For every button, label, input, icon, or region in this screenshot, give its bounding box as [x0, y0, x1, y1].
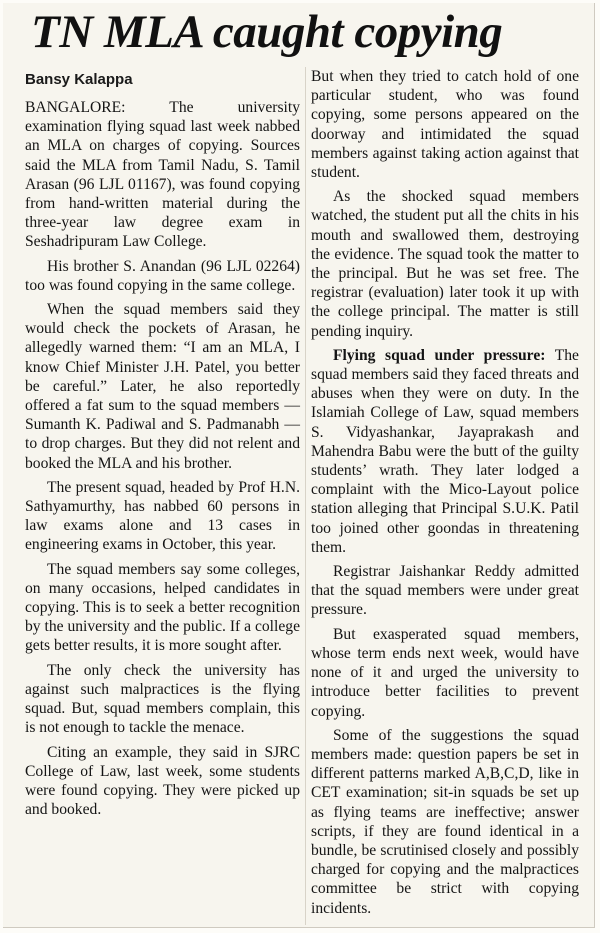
- dateline: BANGALORE:: [25, 99, 126, 116]
- headline: TN MLA caught copying: [31, 6, 503, 58]
- paragraph: Citing an example, they said in SJRC College of Law, last week, some students were found copying. They were picked up and booked.: [25, 743, 300, 819]
- left-column: [25, 98, 300, 824]
- newspaper-clipping: [3, 3, 595, 928]
- paragraph: When the squad members said they would check the pockets of Arasan, he allegedly warned them: “I am an MLA, I know Chief Minister J.H. Patel, you better be careful.” Later, he also reportedly offered a fat sum to the squad members — Sumanth K. Padiwal and S. Padmanabh — to drop charges. But they did not relent and booked the MLA and his brother.: [25, 301, 300, 472]
- paragraph: [25, 98, 300, 252]
- paragraph: But exasperated squad members, whose term ends next week, would have none of it and urged the university to introduce better facilities to prevent copying.: [311, 625, 579, 720]
- paragraph: Some of the suggestions the squad members made: question papers be set in different patterns marked A,B,C,D, like in CET examination; sit-in squads be set up as flying teams are ineffective; answer scripts, if they are found identical in a bundle, be scrutinised closely and possibly charged for copying and the malpractices committee be strict with copying incidents.: [311, 726, 579, 917]
- paragraph: As the shocked squad members watched, the student put all the chits in his mouth and swallowed them, destroying the evidence. The squad took the matter to the principal. But he was set free. The registrar (evaluation) later took it up with the college principal. The matter is still pending inquiry.: [311, 188, 579, 340]
- subheading: Flying squad under pressure:: [333, 346, 546, 364]
- byline: Bansy Kalappa: [25, 71, 133, 88]
- paragraph: The only check the university has against such malpractices is the flying squad. But, squad members complain, this is not enough to tackle the menace.: [25, 661, 300, 737]
- paragraph: The present squad, headed by Prof H.N. Sathyamurthy, has nabbed 60 persons in law exams alone and 13 cases in engineering exams in October, this year.: [25, 478, 300, 554]
- paragraph: The squad members say some colleges, on many occasions, helped candidates in copying. This is to seek a better recognition by the university and the public. If a college gets better results, it is more sought after.: [25, 560, 300, 655]
- right-column: [311, 67, 579, 923]
- column-divider: [305, 67, 306, 925]
- paragraph: But when they tried to catch hold of one particular student, who was found copying, some persons appeared on the doorway and intimidated the squad members against taking action against that student.: [311, 68, 579, 182]
- paragraph-text: The university examination flying squad last week nabbed an MLA on charges of copying. Sources said the MLA from Tamil Nadu, S. Tamil Arasan (96 LJL 01167), was found copying from hand-written material during the three-year law degree exam in Seshadripuram Law College.: [25, 99, 300, 251]
- paragraph: His brother S. Anandan (96 LJL 02264) too was found copying in the same college.: [25, 257, 300, 294]
- paragraph-text: The squad members said they faced threats and abuses when they were on duty. In the Islamiah College of Law, squad members S. Vidyashankar, Jayaprakash and Mahendra Babu were the butt of the guilty students’ wrath. They later lodged a complaint with the Mico-Layout police station alleging that Principal S.U.K. Patil too joined other goondas in threatening them.: [311, 346, 579, 556]
- paragraph: [311, 346, 579, 557]
- paragraph: Registrar Jaishankar Reddy admitted that the squad members were under great pressure.: [311, 563, 579, 619]
